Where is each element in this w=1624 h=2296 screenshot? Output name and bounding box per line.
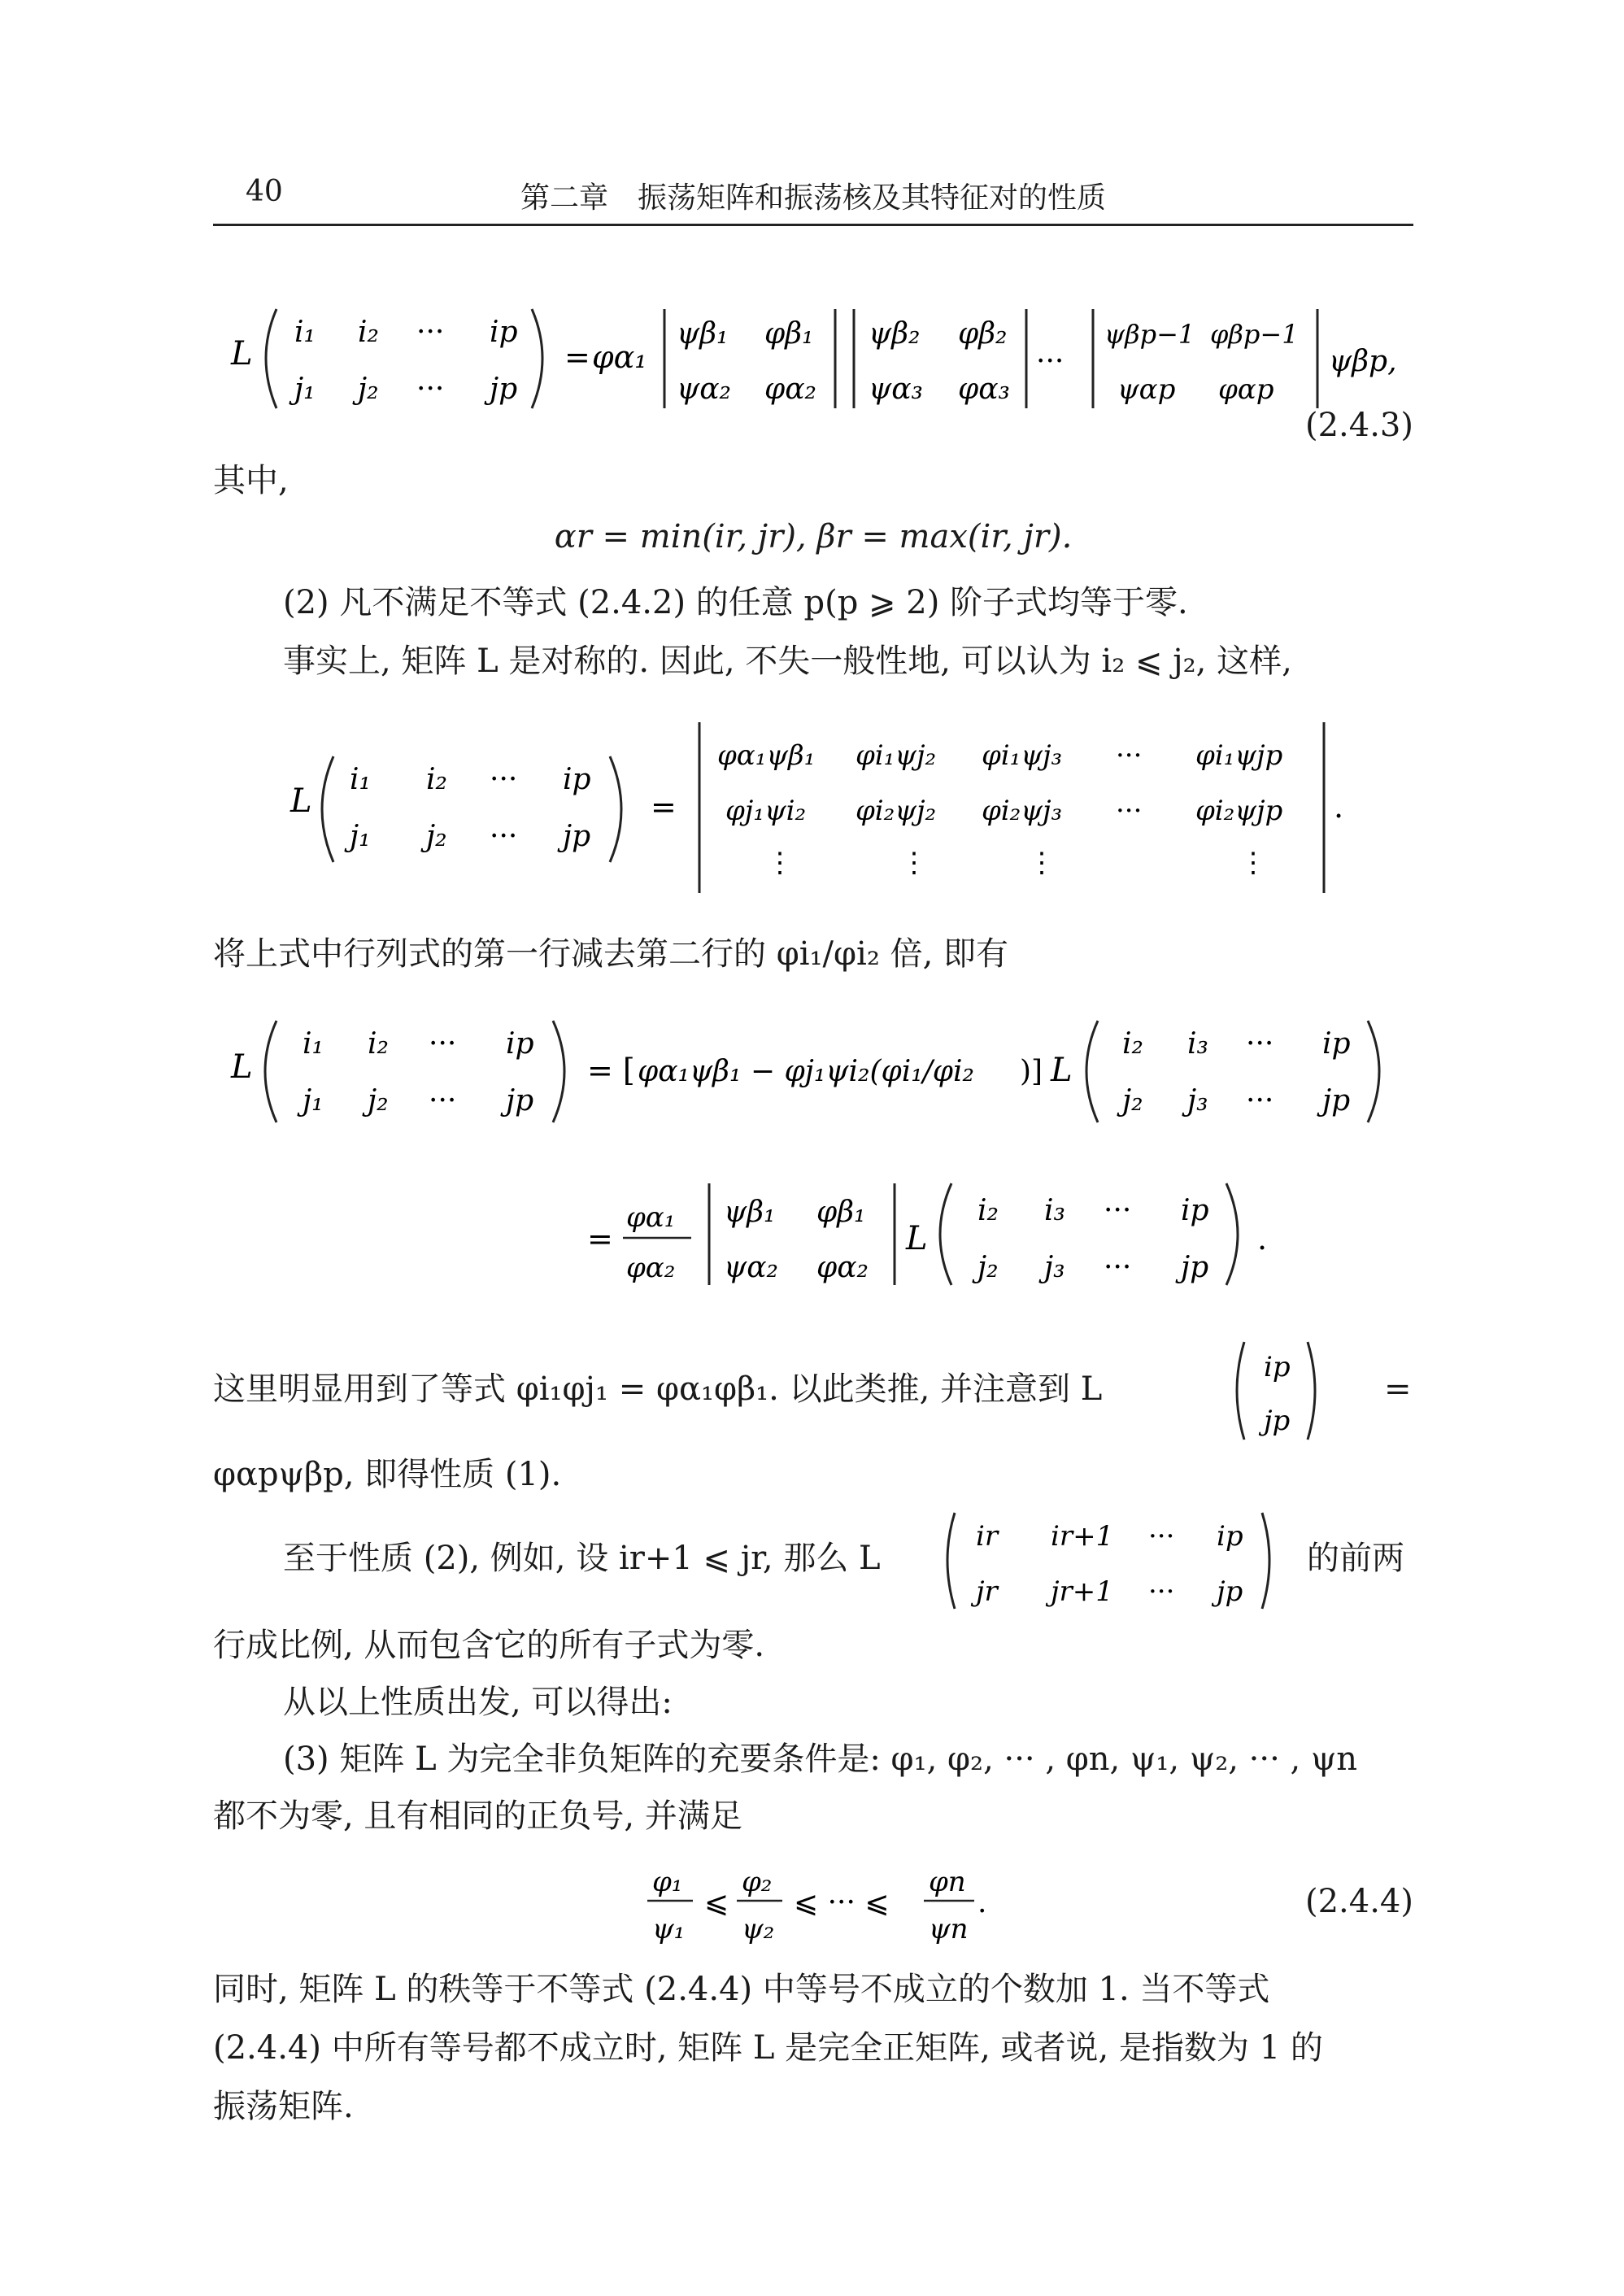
- svg-text:L: L: [1051, 1052, 1073, 1089]
- svg-text:···: ···: [1104, 1194, 1132, 1227]
- svg-text:ψα₂: ψα₂: [677, 373, 731, 406]
- svg-text:φα₂: φα₂: [816, 1251, 869, 1284]
- equation-2-4-4: [213, 1850, 1413, 1956]
- svg-text:φi₂ψj₃: φi₂ψj₃: [982, 795, 1063, 827]
- svg-text:ip: ip: [1217, 1520, 1243, 1553]
- svg-text:···: ···: [1116, 739, 1143, 772]
- svg-text:ip: ip: [490, 316, 518, 349]
- svg-text:φβ₁: φβ₁: [816, 1196, 866, 1229]
- page-header: [213, 167, 1413, 226]
- equation-alpha-beta: αr = min(ir, jr), βr = max(ir, jr).: [554, 518, 1073, 555]
- svg-text:j₁: j₁: [350, 820, 371, 853]
- text-zheli-equals: =: [1384, 1370, 1412, 1408]
- svg-text:i₂: i₂: [977, 1194, 999, 1227]
- text-property-3: (3) 矩阵 L 为完全非负矩阵的充要条件是: φ₁, φ₂, ··· , φn, ψ₁, ψ₂, ··· , ψn: [283, 1741, 1358, 1778]
- text-cong: 从以上性质出发, 可以得出:: [283, 1684, 673, 1721]
- svg-text:j₂: j₂: [358, 373, 379, 406]
- text-zhiyu-b: 的前两: [1307, 1540, 1404, 1577]
- svg-text:ip: ip: [1181, 1194, 1209, 1227]
- svg-text:.: .: [1257, 1221, 1268, 1257]
- svg-text:.: .: [1334, 789, 1344, 825]
- svg-text:i₂: i₂: [1122, 1027, 1143, 1061]
- svg-text:φi₁ψj₂: φi₁ψj₂: [856, 739, 937, 772]
- svg-text:j₁: j₁: [303, 1084, 324, 1118]
- svg-text:φα₂: φα₂: [764, 373, 816, 406]
- svg-text:ψβp,: ψβp,: [1329, 345, 1397, 378]
- svg-text:jp: jp: [563, 820, 591, 853]
- svg-text:jp: jp: [1322, 1084, 1351, 1118]
- svg-text:⋮: ⋮: [766, 847, 794, 879]
- svg-text:···: ···: [429, 1027, 457, 1061]
- svg-text:ψ₁: ψ₁: [652, 1913, 686, 1945]
- svg-text:jp: jp: [1217, 1575, 1243, 1608]
- svg-text:⩽ ··· ⩽: ⩽ ··· ⩽: [794, 1886, 890, 1919]
- svg-text:j₃: j₃: [1187, 1084, 1208, 1118]
- svg-text:⋮: ⋮: [900, 847, 928, 879]
- svg-text:ψα₃: ψα₃: [869, 373, 923, 406]
- svg-text:ψα₂: ψα₂: [724, 1251, 778, 1284]
- text-jide: φαpψβp, 即得性质 (1).: [213, 1456, 562, 1493]
- svg-text:···: ···: [490, 820, 518, 853]
- svg-text:i₁: i₁: [350, 763, 371, 796]
- svg-text:i₂: i₂: [368, 1027, 389, 1061]
- text-property-2: (2) 凡不满足不等式 (2.4.2) 的任意 p(p ⩾ 2) 阶子式均等于零.: [283, 584, 1188, 621]
- submatrix-ir-jr: [937, 1505, 1295, 1619]
- svg-text:jp: jp: [506, 1084, 534, 1118]
- equation-label: (2.4.3): [1305, 407, 1413, 444]
- svg-text:···: ···: [1036, 345, 1065, 378]
- svg-text:jp: jp: [1181, 1251, 1209, 1284]
- svg-text:φ₂: φ₂: [742, 1866, 773, 1898]
- svg-text:⋮: ⋮: [1239, 847, 1267, 879]
- paragraph-zheli: [213, 1334, 1413, 1448]
- svg-text:ip: ip: [506, 1027, 534, 1061]
- svg-text:j₁: j₁: [294, 373, 316, 406]
- svg-text:L: L: [290, 782, 312, 820]
- svg-text:···: ···: [1104, 1251, 1132, 1284]
- svg-text:φα₁ψβ₁ − φj₁ψi₂(φi₁/φi₂: φα₁ψβ₁ − φj₁ψi₂(φi₁/φi₂: [638, 1055, 974, 1088]
- svg-text:φα₂: φα₂: [626, 1252, 676, 1284]
- text-shishi: 事实上, 矩阵 L 是对称的. 因此, 不失一般性地, 可以认为 i₂ ⩽ j₂, 这样,: [283, 643, 1292, 680]
- svg-text:···: ···: [1246, 1027, 1274, 1061]
- svg-text:φα₃: φα₃: [958, 373, 1010, 406]
- equation-reduction-1-graphic: [213, 996, 1413, 1143]
- svg-text:ir+1: ir+1: [1051, 1520, 1114, 1553]
- svg-text:⩽: ⩽: [704, 1886, 729, 1919]
- equation-reduction-2: [213, 1163, 1413, 1309]
- svg-text:···: ···: [429, 1084, 457, 1118]
- text-dou: 都不为零, 且有相同的正负号, 并满足: [213, 1797, 742, 1835]
- svg-text:= [: = [: [587, 1052, 635, 1088]
- svg-text:···: ···: [1148, 1575, 1175, 1608]
- svg-text:φ₁: φ₁: [652, 1866, 683, 1898]
- text-zhiyu-a: 至于性质 (2), 例如, 设 ir+1 ⩽ jr, 那么 L: [283, 1540, 881, 1577]
- svg-text:i₂: i₂: [426, 763, 447, 796]
- equation-2-4-3: [213, 277, 1413, 464]
- svg-text:···: ···: [416, 316, 445, 349]
- svg-text:i₁: i₁: [303, 1027, 324, 1061]
- svg-text:)]: )]: [1020, 1055, 1043, 1088]
- svg-text:j₂: j₂: [426, 820, 447, 853]
- svg-text:φi₁ψjp: φi₁ψjp: [1195, 739, 1283, 772]
- text-zheli: 这里明显用到了等式 φi₁φj₁ = φα₁φβ₁. 以此类推, 并注意到 L: [213, 1370, 1103, 1408]
- equation-determinant: [213, 716, 1413, 903]
- svg-text:ψn: ψn: [929, 1913, 969, 1945]
- svg-text:φβ₂: φβ₂: [958, 317, 1008, 351]
- svg-text:φα₁: φα₁: [592, 339, 647, 375]
- svg-text:i₃: i₃: [1044, 1194, 1065, 1227]
- svg-text:ψαp: ψαp: [1117, 373, 1176, 406]
- svg-text:i₃: i₃: [1187, 1027, 1208, 1061]
- text-zhendang: 振荡矩阵.: [213, 2088, 354, 2125]
- svg-text:i₂: i₂: [358, 316, 379, 349]
- svg-text:φn: φn: [929, 1866, 966, 1898]
- svg-text:ip: ip: [563, 763, 591, 796]
- text-tongshi: 同时, 矩阵 L 的秩等于不等式 (2.4.4) 中等号不成立的个数加 1. 当不等式: [213, 1971, 1270, 2008]
- svg-text:⋮: ⋮: [1028, 847, 1056, 879]
- svg-text:j₂: j₂: [1122, 1084, 1143, 1118]
- svg-text:L: L: [231, 335, 253, 373]
- text-hang: 行成比例, 从而包含它的所有子式为零.: [213, 1627, 765, 1664]
- svg-text:L: L: [231, 1048, 253, 1086]
- svg-text:ip: ip: [1322, 1027, 1351, 1061]
- equation-2-4-4-graphic: [213, 1850, 1413, 1956]
- equation-determinant-graphic: [213, 716, 1413, 903]
- svg-text:···: ···: [1148, 1520, 1175, 1553]
- svg-text:φα₁ψβ₁: φα₁ψβ₁: [717, 739, 816, 772]
- svg-text:φj₁ψi₂: φj₁ψi₂: [725, 795, 807, 827]
- svg-text:φi₁ψj₃: φi₁ψj₃: [982, 739, 1063, 772]
- svg-text:jp: jp: [1264, 1405, 1291, 1437]
- svg-text:···: ···: [416, 373, 445, 406]
- equation-reduction-2-graphic: [213, 1163, 1413, 1309]
- svg-text:=: =: [651, 789, 677, 825]
- svg-text:···: ···: [490, 763, 518, 796]
- svg-text:j₂: j₂: [368, 1084, 389, 1118]
- svg-text:φi₂ψjp: φi₂ψjp: [1195, 795, 1283, 827]
- equation-label: (2.4.4): [1305, 1883, 1413, 1920]
- svg-text:jr: jr: [976, 1575, 998, 1608]
- svg-text:···: ···: [1116, 795, 1143, 827]
- svg-text:.: .: [977, 1886, 987, 1919]
- svg-text:=: =: [564, 339, 590, 375]
- text-qizhong: 其中,: [213, 462, 289, 499]
- svg-text:φαp: φαp: [1218, 373, 1274, 406]
- svg-text:ψβp−1: ψβp−1: [1104, 319, 1195, 350]
- svg-text:ψ₂: ψ₂: [742, 1913, 775, 1945]
- running-title: 第二章 振荡矩阵和振荡核及其特征对的性质: [520, 181, 1106, 215]
- svg-text:=: =: [587, 1221, 613, 1257]
- svg-text:jp: jp: [490, 373, 518, 406]
- svg-text:jr+1: jr+1: [1051, 1575, 1113, 1608]
- equation-2-4-3-graphic: [213, 277, 1413, 439]
- svg-text:φβp−1: φβp−1: [1210, 319, 1299, 350]
- svg-text:ψβ₂: ψβ₂: [869, 317, 921, 351]
- svg-text:···: ···: [1246, 1084, 1274, 1118]
- svg-text:j₂: j₂: [977, 1251, 999, 1284]
- svg-text:ir: ir: [976, 1520, 999, 1553]
- text-jiang: 将上式中行列式的第一行减去第二行的 φi₁/φi₂ 倍, 即有: [213, 935, 1009, 973]
- svg-text:φα₁: φα₁: [626, 1201, 676, 1234]
- column-vector-ip-jp: [1230, 1334, 1376, 1448]
- text-tongshi-2: (2.4.4) 中所有等号都不成立时, 矩阵 L 是完全正矩阵, 或者说, 是指数为 1 的: [213, 2029, 1323, 2067]
- svg-text:ψβ₁: ψβ₁: [677, 317, 729, 351]
- svg-text:φi₂ψj₂: φi₂ψj₂: [856, 795, 937, 827]
- equation-reduction-1: [213, 996, 1413, 1143]
- svg-text:i₁: i₁: [294, 316, 316, 349]
- svg-text:ip: ip: [1264, 1351, 1291, 1383]
- paragraph-zhiyu: [213, 1505, 1413, 1619]
- svg-text:L: L: [906, 1220, 928, 1257]
- page-number: 40: [246, 175, 283, 208]
- svg-text:φβ₁: φβ₁: [764, 317, 814, 351]
- svg-text:j₃: j₃: [1044, 1251, 1065, 1284]
- svg-text:ψβ₁: ψβ₁: [724, 1196, 776, 1229]
